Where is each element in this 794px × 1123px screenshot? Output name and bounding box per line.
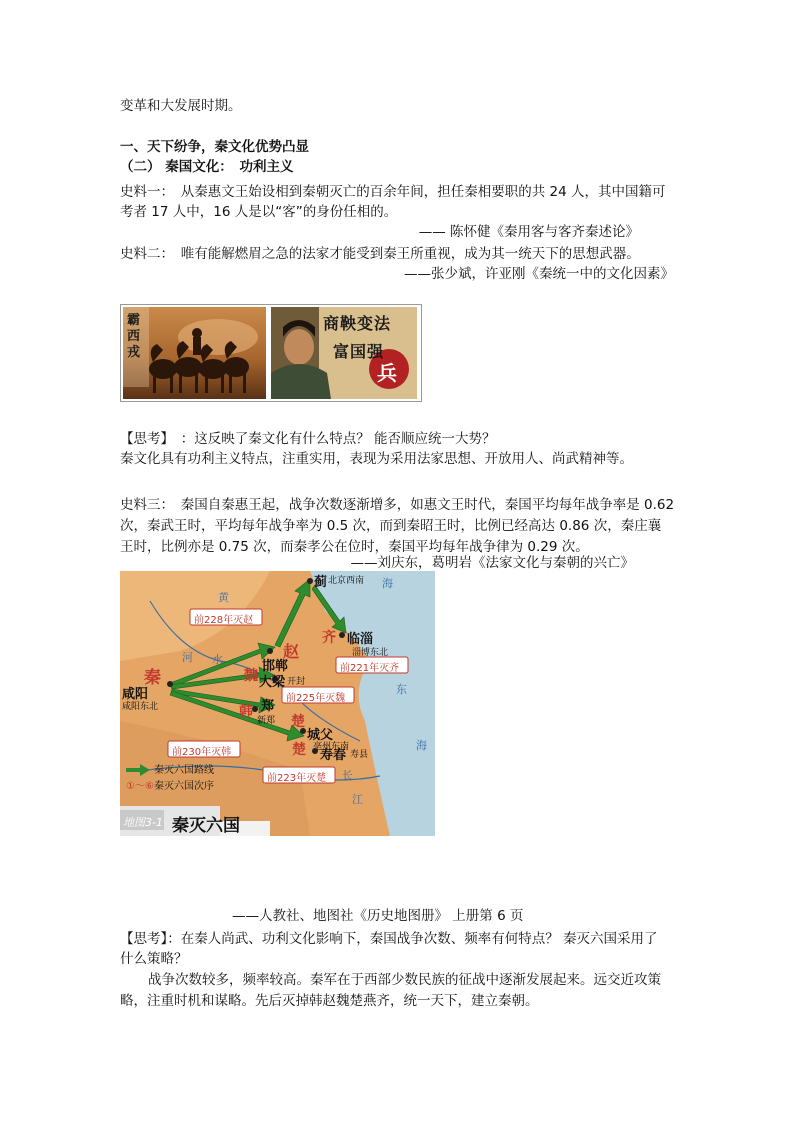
- city-shouchun: 寿春: [320, 748, 347, 763]
- map-title: 秦灭六国: [172, 816, 240, 836]
- question2-line2: 什么策略？: [120, 951, 188, 967]
- geo-label: 黄: [218, 591, 229, 604]
- city-chengfu: 城父: [307, 728, 334, 743]
- source3-line2: 次，秦武王时，平均每年战争率为 0.5 次，而到秦昭王时，比例已经高达 0.86 次，秦庄襄: [120, 518, 662, 534]
- answer2-line2: 略，注重时机和谋略。先后灭掉韩赵魏楚燕齐，统一天下，建立秦朝。: [120, 993, 539, 1009]
- event-label-wei: 前225年灭魏: [286, 693, 346, 704]
- state-label-chu: 楚: [292, 742, 306, 758]
- question1: 【思考】 ：这反映了秦文化有什么特点？ 能否顺应统一大势？: [120, 431, 496, 447]
- photo-slogan-top: 商鞅变法: [323, 314, 392, 333]
- source2-citation: ——张少斌，许亚刚《秦统一中的文化因素》: [404, 266, 674, 282]
- event-label-zhao: 前228年灭赵: [194, 615, 254, 626]
- source1-citation: —— 陈怀健《秦用客与客齐秦述论》: [418, 224, 639, 240]
- event-label-han: 前230年灭韩: [172, 747, 232, 758]
- state-label-qi: 齐: [322, 630, 336, 646]
- answer2-line1: 战争次数较多，频率较高。秦军在于西部少数民族的征战中逐渐发展起来。远交近攻策: [148, 972, 661, 988]
- legend-order-symbol: ①～⑥: [126, 781, 154, 792]
- geo-label: 长: [342, 769, 353, 782]
- shang-yang-photo: [271, 307, 417, 399]
- subsection-heading: （二） 秦国文化： 功利主义: [120, 159, 294, 175]
- source3-line1: 史料三： 秦国自秦惠王起，战争次数逐渐增多，如惠文王时代，秦国平均每年战争率是 0.62: [120, 497, 675, 513]
- city-zheng: 郑: [261, 699, 275, 714]
- legend-route: 秦灭六国路线: [154, 765, 214, 776]
- event-label-chu: 前223年灭楚: [267, 773, 327, 784]
- city-ji-modern: 北京西南: [328, 576, 365, 586]
- photo-caption-char: 霸: [127, 313, 141, 328]
- map-source: ——人教社、地图社《历史地图册》 上册第 6 页: [232, 908, 524, 924]
- map-tag: 地图3-1: [123, 816, 163, 829]
- photo-seal: 兵: [377, 361, 397, 385]
- city-daliang: 大梁: [259, 675, 286, 690]
- source3-line3: 王时，比例亦是 0.75 次，而秦孝公在位时，秦国平均每年战争律为 0.29 次。: [120, 539, 589, 555]
- city-daliang-modern: 开封: [287, 677, 306, 687]
- state-label-wei: 魏: [244, 668, 258, 684]
- state-label-chu-x: 楚: [291, 714, 305, 730]
- source1-line1: 史料一： 从秦惠文王始设相到秦朝灭亡的百余年间，担任秦相要职的共 24 人，其中国籍可: [120, 184, 666, 200]
- source3-citation: ——刘庆东，葛明岩《法家文化与秦朝的兴亡》: [350, 555, 634, 571]
- city-ji: 蓟: [314, 575, 328, 590]
- geo-label: 水: [212, 653, 223, 666]
- section-heading: 一、天下纷争，秦文化优势凸显: [120, 139, 309, 155]
- photo-caption-char: 戎: [127, 345, 141, 360]
- city-zheng-modern: 新郑: [257, 716, 276, 726]
- city-chengfu-modern: 亳州东南: [313, 742, 350, 752]
- state-label-qin: 秦: [144, 668, 161, 688]
- city-linzi-modern: 淄博东北: [352, 648, 389, 658]
- source2-line1: 史料二： 唯有能解燃眉之急的法家才能受到秦王所重视，成为其一统天下的思想武器。: [120, 246, 640, 262]
- geo-label: 江: [352, 793, 363, 806]
- qin-conquest-map: [120, 571, 435, 836]
- geo-label: 海: [382, 577, 393, 590]
- city-handan: 邯郸: [262, 659, 289, 674]
- question2-line1: 【思考】：在秦人尚武、功利文化影响下，秦国战争次数、频率有何特点？ 秦灭六国采用了: [120, 931, 658, 947]
- photo-caption-char: 西: [127, 329, 141, 344]
- geo-label: 东: [396, 683, 407, 696]
- event-label-qi: 前221年灭齐: [340, 663, 400, 674]
- text-line: 变革和大发展时期。: [120, 98, 242, 114]
- source1-line2: 考者 17 人中，16 人是以“客”的身份任相的。: [120, 204, 398, 220]
- answer1: 秦文化具有功利主义特点，注重实用，表现为采用法家思想、开放用人、尚武精神等。: [120, 451, 633, 467]
- chariot-photo: [123, 307, 266, 399]
- city-xianyang: 咸阳: [122, 687, 149, 702]
- geo-label: 海: [416, 739, 427, 752]
- city-xianyang-modern: 咸阳东北: [122, 702, 159, 712]
- illustration-panel: [120, 304, 422, 402]
- geo-label: 河: [182, 651, 193, 664]
- photo-slogan-mid: 富国强: [333, 342, 385, 361]
- city-shouchun-modern: 寿县: [350, 750, 369, 760]
- city-linzi: 临淄: [347, 632, 374, 647]
- state-label-han: 韩: [239, 704, 253, 720]
- legend-order: 秦灭六国次序: [154, 781, 214, 792]
- state-label-zhao: 赵: [283, 642, 300, 661]
